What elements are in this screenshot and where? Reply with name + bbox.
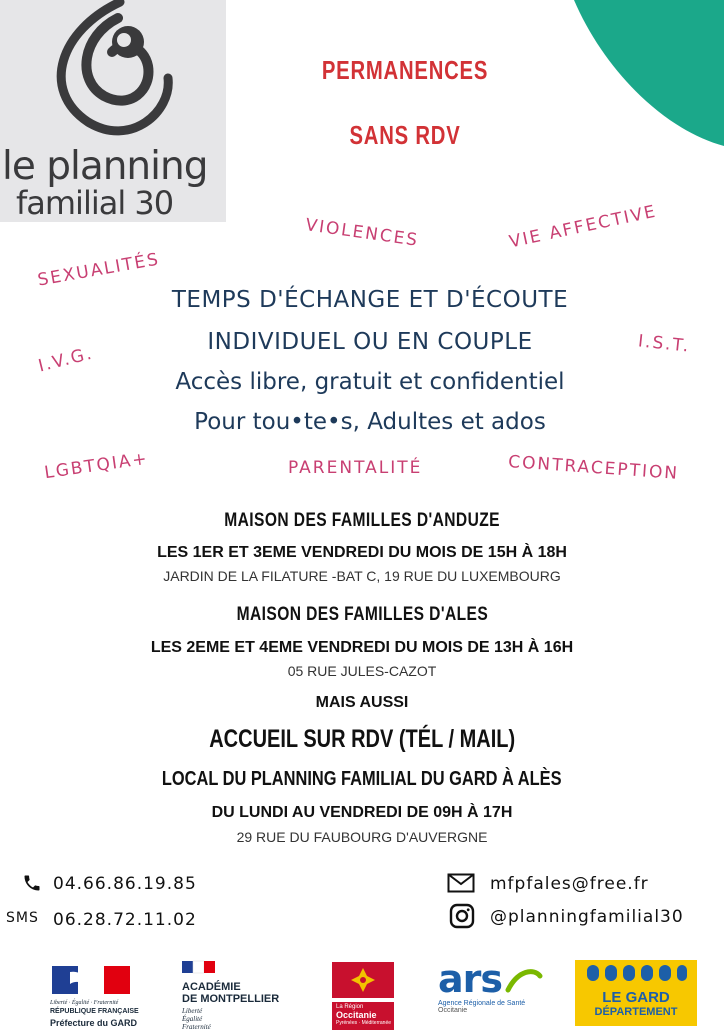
sms-number[interactable]: 06.28.72.11.02 xyxy=(53,910,197,930)
ars-wordmark: ars xyxy=(438,957,503,1001)
venue-ales-address: 05 RUE JULES-CAZOT xyxy=(287,663,437,679)
intro-line3: Accès libre, gratuit et confidentiel xyxy=(175,369,565,395)
phone-number[interactable]: 04.66.86.19.85 xyxy=(53,874,197,894)
prefecture-name: Préfecture du GARD xyxy=(50,1018,138,1028)
gard-line1: LE GARD xyxy=(602,989,670,1006)
ars-line1: Agence Régionale de Santé xyxy=(438,1000,526,1007)
accueil-rdv-heading: ACCUEIL SUR RDV (TÉL / MAIL) xyxy=(209,725,515,753)
keyword-violences: VIOLENCES xyxy=(304,215,421,251)
academie-line2: DE MONTPELLIER xyxy=(182,993,280,1005)
phone-icon xyxy=(22,873,42,897)
venue-ales-schedule: LES 2EME ET 4EME VENDREDI DU MOIS DE 13H À 16H xyxy=(150,639,574,656)
marianne-small-icon xyxy=(182,961,216,973)
occitan-cross-icon xyxy=(332,962,394,998)
prefecture-republique: RÉPUBLIQUE FRANÇAISE xyxy=(50,1008,139,1015)
ars-swoosh-icon xyxy=(504,966,544,996)
prefecture-gard-logo xyxy=(50,958,139,1028)
region-label: La Région xyxy=(336,1004,364,1010)
local-name: LOCAL DU PLANNING FAMILIAL DU GARD À ALÈS xyxy=(162,768,562,790)
logo-text-line2: familial 30 xyxy=(16,184,174,222)
academie-motto-1: Liberté xyxy=(182,1007,203,1015)
keyword-ist: I.S.T. xyxy=(637,331,692,357)
teal-corner-decoration xyxy=(574,0,724,150)
region-name: Occitanie xyxy=(336,1010,377,1020)
venue-anduze-schedule: LES 1ER ET 3EME VENDREDI DU MOIS DE 15H À 18H xyxy=(157,544,567,561)
planning-familial-logo xyxy=(0,0,226,222)
spiral-logo-icon xyxy=(0,0,226,150)
academie-montpellier-logo xyxy=(182,958,302,1031)
mail-icon xyxy=(447,873,475,897)
local-schedule: DU LUNDI AU VENDREDI DE 09H À 17H xyxy=(211,804,513,821)
local-address: 29 RUE DU FAUBOURG D'AUVERGNE xyxy=(236,829,488,845)
marianne-flag-icon xyxy=(50,958,132,994)
ars-occitanie-logo xyxy=(438,957,544,1026)
gard-line2: DÉPARTEMENT xyxy=(594,1006,678,1018)
email-address[interactable]: mfpfales@free.fr xyxy=(490,874,649,894)
academie-motto-3: Fraternité xyxy=(182,1023,211,1031)
keyword-lgbtqia: LGBTQIA+ xyxy=(43,448,150,484)
title-line1: PERMANENCES xyxy=(321,55,489,85)
keyword-parentalite: PARENTALITÉ xyxy=(288,458,423,478)
instagram-icon xyxy=(449,903,475,933)
keyword-sexualites: SEXUALITÉS xyxy=(36,249,162,291)
keyword-ivg: I.V.G. xyxy=(36,343,96,377)
region-occitanie-logo xyxy=(332,962,394,1028)
sms-label: SMS xyxy=(6,910,39,926)
instagram-handle[interactable]: @planningfamilial30 xyxy=(490,907,684,927)
keyword-contraception: CONTRACEPTION xyxy=(507,452,680,484)
intro-line1: TEMPS D'ÉCHANGE ET D'ÉCOUTE xyxy=(171,287,569,313)
intro-line2: INDIVIDUEL OU EN COUPLE xyxy=(207,329,533,355)
mais-aussi-label: MAIS AUSSI xyxy=(315,694,409,711)
venue-ales-name: MAISON DES FAMILLES D'ALES xyxy=(236,604,488,625)
region-subtitle: Pyrénées · Méditerranée xyxy=(336,1020,392,1026)
academie-motto-2: Égalité xyxy=(182,1015,203,1023)
gard-departement-logo xyxy=(575,960,697,1026)
venue-anduze-name: MAISON DES FAMILLES D'ANDUZE xyxy=(224,510,500,531)
academie-line1: ACADÉMIE xyxy=(182,981,241,993)
intro-line4: Pour tou•te•s, Adultes et ados xyxy=(194,409,546,435)
keyword-vie-affective: VIE AFFECTIVE xyxy=(507,201,659,253)
gard-arches-icon xyxy=(575,960,697,982)
venue-anduze-address: JARDIN DE LA FILATURE -BAT C, 19 RUE DU LUXEMBOURG xyxy=(163,568,561,584)
title-line2: SANS RDV xyxy=(349,120,461,150)
logo-text-line1: le planning xyxy=(2,144,208,189)
ars-line2: Occitanie xyxy=(438,1007,468,1014)
prefecture-motto: Liberté · Égalité · Fraternité xyxy=(50,1000,119,1006)
